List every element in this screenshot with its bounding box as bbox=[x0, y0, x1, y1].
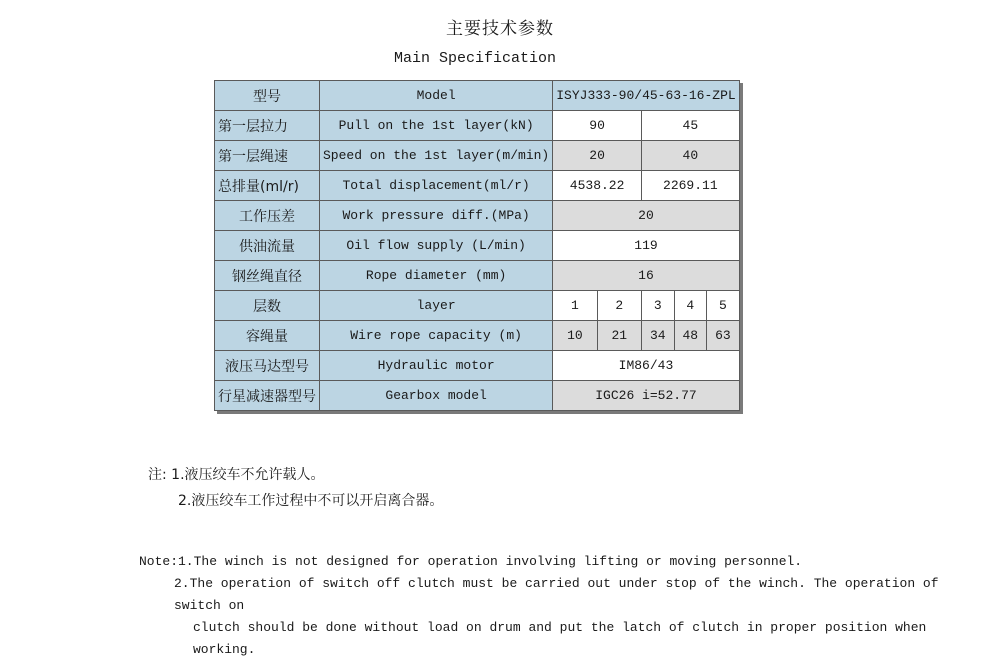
notes-cn bbox=[148, 462, 443, 514]
table-row-rope bbox=[215, 261, 740, 291]
table-row-speed bbox=[215, 141, 740, 171]
table-row-capacity bbox=[215, 321, 740, 351]
layer-cell: 3 bbox=[641, 291, 674, 321]
page-title-en: Main Specification bbox=[393, 50, 557, 67]
table-row-pressure bbox=[215, 201, 740, 231]
note-en-line-3: clutch should be done without load on drum and put the latch of clutch in proper position when working. bbox=[193, 620, 927, 657]
value-cell: 2269.11 bbox=[641, 171, 739, 201]
table-row-flow bbox=[215, 231, 740, 261]
model-value: ISYJ333-90/45-63-16-ZPL bbox=[553, 81, 739, 111]
capacity-cell: 48 bbox=[674, 321, 707, 351]
label-en: Work pressure diff.(MPa) bbox=[320, 201, 553, 231]
notes-en bbox=[139, 551, 939, 661]
value-cell: 20 bbox=[553, 201, 739, 231]
label-cn: 型号 bbox=[215, 81, 320, 111]
label-cn: 供油流量 bbox=[215, 231, 320, 261]
label-cn: 工作压差 bbox=[215, 201, 320, 231]
value-cell: IM86/43 bbox=[553, 351, 739, 381]
table-row-pull bbox=[215, 111, 740, 141]
layer-cell: 2 bbox=[597, 291, 641, 321]
label-en: Gearbox model bbox=[320, 381, 553, 411]
label-cn: 容绳量 bbox=[215, 321, 320, 351]
table-row-displacement bbox=[215, 171, 740, 201]
layer-cell: 5 bbox=[707, 291, 740, 321]
value-cell: 119 bbox=[553, 231, 739, 261]
value-cell: 20 bbox=[553, 141, 642, 171]
label-en: Model bbox=[320, 81, 553, 111]
value-cell: 40 bbox=[641, 141, 739, 171]
label-en: Oil flow supply (L/min) bbox=[320, 231, 553, 261]
capacity-cell: 21 bbox=[597, 321, 641, 351]
label-en: Hydraulic motor bbox=[320, 351, 553, 381]
label-en: Rope diameter (mm) bbox=[320, 261, 553, 291]
note-en-line-1: Note:1.The winch is not designed for operation involving lifting or moving personnel. bbox=[139, 554, 803, 569]
note-en-line-2: 2.The operation of switch off clutch must be carried out under stop of the winch. The operation of switch on bbox=[174, 576, 939, 613]
label-en: Wire rope capacity (m) bbox=[320, 321, 553, 351]
spec-table bbox=[214, 80, 740, 411]
capacity-cell: 63 bbox=[707, 321, 740, 351]
value-cell: 16 bbox=[553, 261, 739, 291]
label-en: Pull on the 1st layer(kN) bbox=[320, 111, 553, 141]
label-cn: 第一层拉力 bbox=[215, 111, 320, 141]
note-cn-line-2: 2.液压绞车工作过程中不可以开启离合器。 bbox=[178, 493, 444, 509]
label-cn: 第一层绳速 bbox=[215, 141, 320, 171]
table-row-model bbox=[215, 81, 740, 111]
table-row-layer bbox=[215, 291, 740, 321]
table-row-motor bbox=[215, 351, 740, 381]
label-en: Total displacement(ml/r) bbox=[320, 171, 553, 201]
label-en: Speed on the 1st layer(m/min) bbox=[320, 141, 553, 171]
value-cell: IGC26 i=52.77 bbox=[553, 381, 739, 411]
value-cell: 4538.22 bbox=[553, 171, 642, 201]
note-cn-line-1: 注: 1.液压绞车不允许载人。 bbox=[148, 467, 325, 483]
layer-cell: 4 bbox=[674, 291, 707, 321]
value-cell: 45 bbox=[641, 111, 739, 141]
layer-cell: 1 bbox=[553, 291, 597, 321]
capacity-cell: 34 bbox=[641, 321, 674, 351]
table-row-gearbox bbox=[215, 381, 740, 411]
label-cn: 液压马达型号 bbox=[215, 351, 320, 381]
label-cn: 层数 bbox=[215, 291, 320, 321]
label-en: layer bbox=[320, 291, 553, 321]
label-cn: 总排量(ml/r) bbox=[215, 171, 320, 201]
label-cn: 钢丝绳直径 bbox=[215, 261, 320, 291]
label-cn: 行星减速器型号 bbox=[215, 381, 320, 411]
capacity-cell: 10 bbox=[553, 321, 597, 351]
page-title-cn: 主要技术参数 bbox=[446, 19, 554, 39]
value-cell: 90 bbox=[553, 111, 642, 141]
